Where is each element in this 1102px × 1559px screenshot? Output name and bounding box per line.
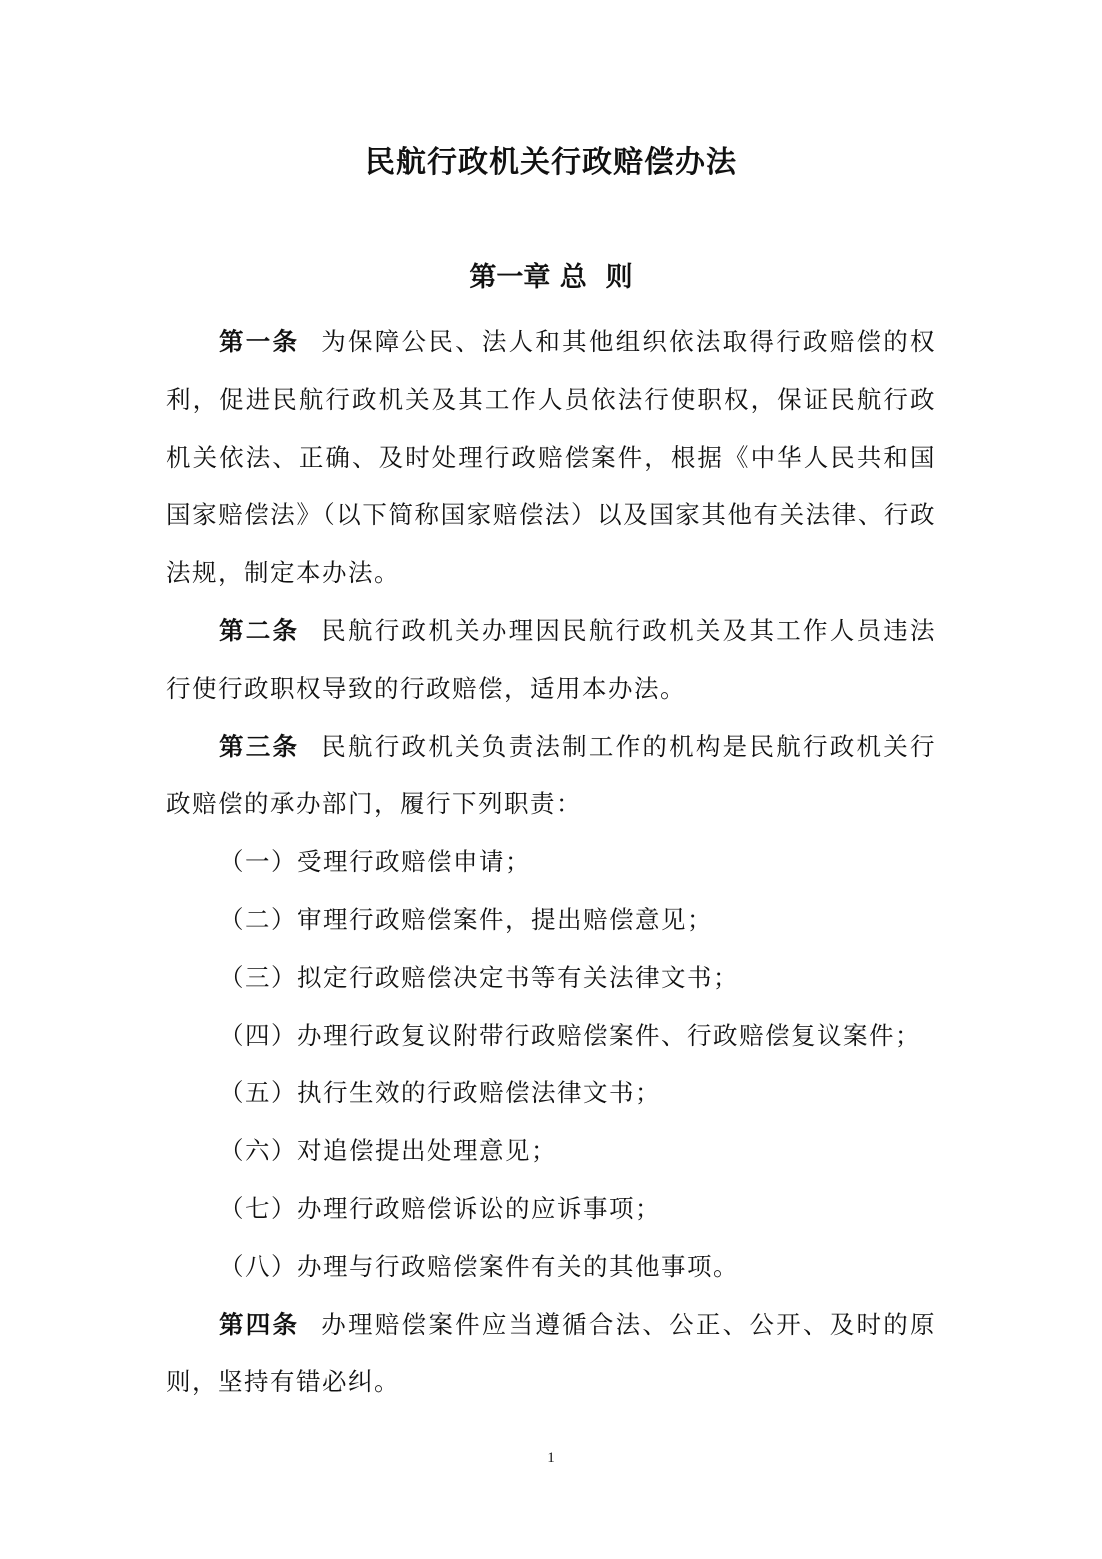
duty-item: （二）审理行政赔偿案件，提出赔偿意见；: [219, 904, 713, 934]
duty-item: （六）对追偿提出处理意见；: [219, 1136, 557, 1166]
duty-item: （三）拟定行政赔偿决定书等有关法律文书；: [219, 962, 739, 992]
duty-item: （八）办理与行政赔偿案件有关的其他事项。: [219, 1251, 739, 1281]
article-text: 民航行政机关办理因民航行政机关及其工作人员违法行使行政职权导致的行政赔偿，适用本办法。: [166, 615, 936, 703]
article-text: 为保障公民、法人和其他组织依法取得行政赔偿的权利，促进民航行政机关及其工作人员依法行使职权，保证民航行政机关依法、正确、及时处理行政赔偿案件，根据《中华人民共和国国家赔偿法》（以下简称国家赔偿法）以及国家其他有关法律、行政法规，制定本办法。: [166, 327, 936, 588]
duty-item: （一）受理行政赔偿申请；: [219, 847, 531, 877]
duty-item: （四）办理行政复议附带行政赔偿案件、行政赔偿复议案件；: [219, 1020, 921, 1050]
document-title: 民航行政机关行政赔偿办法: [365, 145, 737, 180]
article-1: [166, 313, 936, 602]
chapter-heading: 第一章 总 则: [469, 262, 633, 293]
article-text: 民航行政机关负责法制工作的机构是民航行政机关行政赔偿的承办部门，履行下列职责：: [166, 731, 936, 819]
article-2: [166, 602, 936, 718]
article-3: [166, 718, 936, 834]
article-label: 第一条: [219, 327, 300, 356]
article-label: 第四条: [219, 1309, 300, 1339]
article-label: 第二条: [219, 615, 300, 645]
article-text: 办理赔偿案件应当遵循合法、公正、公开、及时的原则，坚持有错必纠。: [166, 1309, 936, 1397]
article-4: [166, 1296, 936, 1412]
document-body: [166, 313, 936, 1411]
article-label: 第三条: [219, 731, 300, 761]
duty-item: （五）执行生效的行政赔偿法律文书；: [219, 1078, 661, 1108]
page-number: 1: [547, 1450, 555, 1466]
duty-item: （七）办理行政赔偿诉讼的应诉事项；: [219, 1193, 661, 1223]
